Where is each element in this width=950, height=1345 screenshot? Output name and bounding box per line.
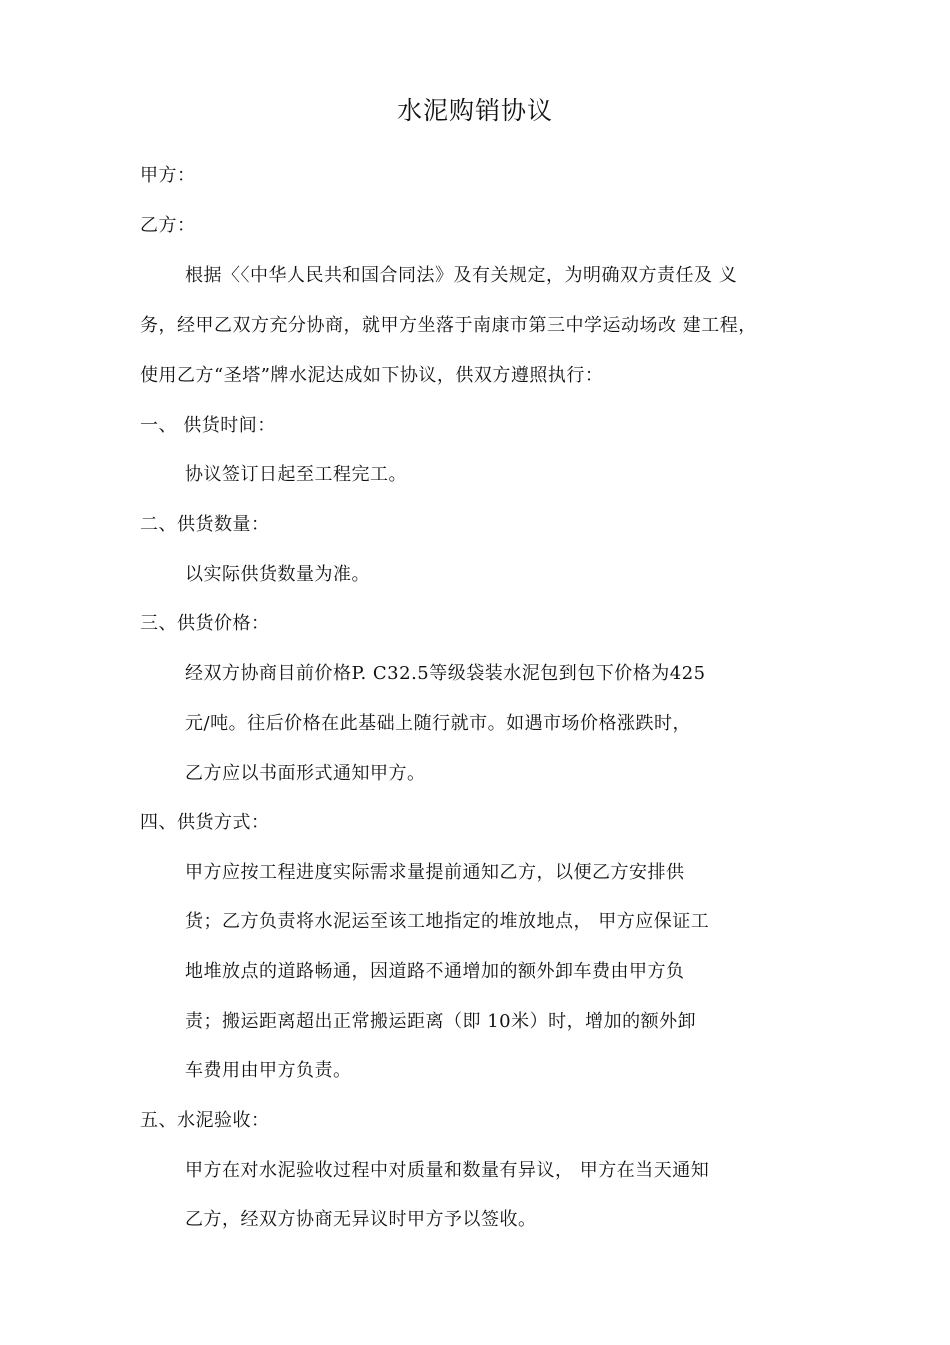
- section-text: 乙方应以书面形式通知甲方。: [185, 763, 426, 784]
- section-text: 甲方应按工程进度实际需求量提前通知乙方，以便乙方安排供: [185, 862, 685, 883]
- preamble-line: 务，经甲乙双方充分协商，就甲方坐落于南康市第三中学运动场改 建工程，: [140, 315, 757, 336]
- section-heading: 五、水泥验收：: [140, 1110, 270, 1131]
- preamble-line: 使用乙方“圣塔”牌水泥达成如下协议，供双方遵照执行：: [140, 365, 604, 386]
- section-text: 以实际供货数量为准。: [185, 564, 370, 585]
- section-text: 甲方在对水泥验收过程中对质量和数量有异议， 甲方在当天通知: [185, 1160, 710, 1181]
- section-heading: 一、 供货时间：: [140, 415, 276, 436]
- party-a-label: 甲方：: [140, 165, 196, 186]
- section-text: 责；搬运距离超出正常搬运距离（即 10米）时，增加的额外卸: [185, 1011, 697, 1032]
- section-heading: 四、供货方式：: [140, 812, 270, 833]
- document-title: 水泥购销协议: [396, 96, 553, 125]
- section-text: 协议签订日起至工程完工。: [185, 464, 407, 485]
- preamble-line: 根据〈〈中华人民共和国合同法》及有关规定，为明确双方责任及 义: [185, 265, 738, 286]
- section-text: 车费用由甲方负责。: [185, 1060, 352, 1081]
- section-text: 元/吨。往后价格在此基础上随行就市。如遇市场价格涨跌时，: [185, 713, 692, 734]
- party-b-label: 乙方：: [140, 215, 196, 236]
- section-heading: 二、供货数量：: [140, 514, 270, 535]
- section-text: 地堆放点的道路畅通，因道路不通增加的额外卸车费由甲方负: [185, 961, 685, 982]
- section-heading: 三、供货价格：: [140, 613, 270, 634]
- section-text: 货；乙方负责将水泥运至该工地指定的堆放地点， 甲方应保证工: [185, 911, 710, 932]
- section-text: 经双方协商目前价格P. C32.5等级袋装水泥包到包下价格为425: [185, 663, 706, 684]
- section-text: 乙方，经双方协商无异议时甲方予以签收。: [185, 1209, 537, 1230]
